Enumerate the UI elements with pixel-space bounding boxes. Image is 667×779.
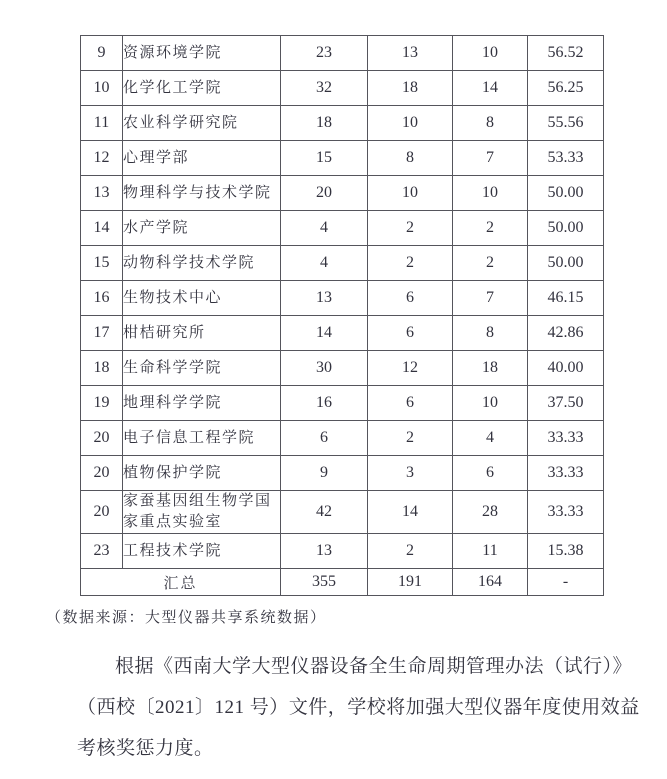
- table-row: [81, 534, 604, 569]
- unit-name-cell: 动物科学技术学院: [123, 246, 281, 281]
- rate-value-cell: 53.33: [528, 141, 604, 176]
- col5-value-cell: 14: [453, 71, 528, 106]
- unit-name-cell: 生命科学学院: [123, 351, 281, 386]
- table-row: [81, 351, 604, 386]
- col4-value-cell: 10: [368, 176, 453, 211]
- rate-value-cell: 42.86: [528, 316, 604, 351]
- table-row: [81, 176, 604, 211]
- col3-value-cell: 18: [281, 106, 368, 141]
- unit-name-cell: 心理学部: [123, 141, 281, 176]
- table-row: [81, 71, 604, 106]
- col4-value-cell: 12: [368, 351, 453, 386]
- col4-value-cell: 2: [368, 421, 453, 456]
- col5-value-cell: 8: [453, 106, 528, 141]
- rank-cell: 11: [81, 106, 123, 141]
- rate-value-cell: 15.38: [528, 534, 604, 569]
- rate-value-cell: 56.25: [528, 71, 604, 106]
- col3-value-cell: 23: [281, 36, 368, 71]
- rank-cell: 17: [81, 316, 123, 351]
- col4-value-cell: 2: [368, 534, 453, 569]
- rank-cell: 20: [81, 456, 123, 491]
- unit-name-cell: 生物技术中心: [123, 281, 281, 316]
- col4-value-cell: 2: [368, 211, 453, 246]
- rate-value-cell: 33.33: [528, 491, 604, 534]
- rank-cell: 23: [81, 534, 123, 569]
- rate-value-cell: 40.00: [528, 351, 604, 386]
- data-source-note: （数据来源：大型仪器共享系统数据）: [46, 610, 327, 626]
- rate-value-cell: 33.33: [528, 456, 604, 491]
- rate-value-cell: 46.15: [528, 281, 604, 316]
- rank-cell: 18: [81, 351, 123, 386]
- rank-cell: 13: [81, 176, 123, 211]
- table-row: [81, 211, 604, 246]
- col5-value-cell: 10: [453, 386, 528, 421]
- unit-name-cell: 柑桔研究所: [123, 316, 281, 351]
- col3-value-cell: 9: [281, 456, 368, 491]
- col5-value-cell: 10: [453, 176, 528, 211]
- summary-rate-value: -: [528, 569, 604, 596]
- paragraph-line-3: 考核奖惩力度。: [77, 738, 214, 759]
- col4-value-cell: 6: [368, 281, 453, 316]
- summary-col5-value: 164: [453, 569, 528, 596]
- rate-value-cell: 50.00: [528, 211, 604, 246]
- unit-name-cell: 物理科学与技术学院: [123, 176, 281, 211]
- unit-name-cell: 水产学院: [123, 211, 281, 246]
- col5-value-cell: 10: [453, 36, 528, 71]
- rate-value-cell: 55.56: [528, 106, 604, 141]
- summary-row: [81, 569, 604, 596]
- table-row: [81, 36, 604, 71]
- col3-value-cell: 42: [281, 491, 368, 534]
- rank-cell: 20: [81, 491, 123, 534]
- col3-value-cell: 20: [281, 176, 368, 211]
- unit-name-cell: 电子信息工程学院: [123, 421, 281, 456]
- col3-value-cell: 32: [281, 71, 368, 106]
- unit-name-cell: 家蚕基因组生物学国家重点实验室: [123, 491, 281, 534]
- table-row: [81, 421, 604, 456]
- usage-benefit-table: [80, 35, 604, 596]
- col3-value-cell: 13: [281, 281, 368, 316]
- col3-value-cell: 15: [281, 141, 368, 176]
- rate-value-cell: 33.33: [528, 421, 604, 456]
- rank-cell: 14: [81, 211, 123, 246]
- rate-value-cell: 50.00: [528, 246, 604, 281]
- rank-cell: 10: [81, 71, 123, 106]
- rate-value-cell: 37.50: [528, 386, 604, 421]
- col4-value-cell: 14: [368, 491, 453, 534]
- rate-value-cell: 50.00: [528, 176, 604, 211]
- body-paragraph: [77, 646, 640, 769]
- unit-name-cell: 植物保护学院: [123, 456, 281, 491]
- table-body: [81, 36, 604, 596]
- rank-cell: 9: [81, 36, 123, 71]
- table-row: [81, 386, 604, 421]
- unit-name-cell: 资源环境学院: [123, 36, 281, 71]
- col5-value-cell: 2: [453, 246, 528, 281]
- col3-value-cell: 6: [281, 421, 368, 456]
- col5-value-cell: 7: [453, 141, 528, 176]
- col4-value-cell: 6: [368, 316, 453, 351]
- col5-value-cell: 6: [453, 456, 528, 491]
- col5-value-cell: 2: [453, 211, 528, 246]
- col3-value-cell: 30: [281, 351, 368, 386]
- col3-value-cell: 13: [281, 534, 368, 569]
- col5-value-cell: 18: [453, 351, 528, 386]
- rate-value-cell: 56.52: [528, 36, 604, 71]
- col3-value-cell: 4: [281, 246, 368, 281]
- col5-value-cell: 4: [453, 421, 528, 456]
- rank-cell: 12: [81, 141, 123, 176]
- col4-value-cell: 13: [368, 36, 453, 71]
- col3-value-cell: 16: [281, 386, 368, 421]
- summary-col3-value: 355: [281, 569, 368, 596]
- table-row: [81, 281, 604, 316]
- col3-value-cell: 4: [281, 211, 368, 246]
- col5-value-cell: 7: [453, 281, 528, 316]
- unit-name-cell: 地理科学学院: [123, 386, 281, 421]
- unit-name-cell: 工程技术学院: [123, 534, 281, 569]
- summary-col4-value: 191: [368, 569, 453, 596]
- col4-value-cell: 6: [368, 386, 453, 421]
- summary-label: 汇总: [81, 569, 281, 596]
- col4-value-cell: 3: [368, 456, 453, 491]
- table-row: [81, 491, 604, 534]
- paragraph-line-2: （西校〔2021〕121 号）文件，学校将加强大型仪器年度使用效益: [77, 697, 640, 718]
- rank-cell: 16: [81, 281, 123, 316]
- rank-cell: 15: [81, 246, 123, 281]
- table-row: [81, 456, 604, 491]
- col5-value-cell: 11: [453, 534, 528, 569]
- table-row: [81, 246, 604, 281]
- unit-name-cell: 化学化工学院: [123, 71, 281, 106]
- table-row: [81, 316, 604, 351]
- col4-value-cell: 8: [368, 141, 453, 176]
- paragraph-line-1: 根据《西南大学大型仪器设备全生命周期管理办法（试行）》: [115, 656, 633, 677]
- table-row: [81, 141, 604, 176]
- col4-value-cell: 2: [368, 246, 453, 281]
- rank-cell: 20: [81, 421, 123, 456]
- col3-value-cell: 14: [281, 316, 368, 351]
- col5-value-cell: 28: [453, 491, 528, 534]
- unit-name-cell: 农业科学研究院: [123, 106, 281, 141]
- table-row: [81, 106, 604, 141]
- rank-cell: 19: [81, 386, 123, 421]
- col5-value-cell: 8: [453, 316, 528, 351]
- col4-value-cell: 10: [368, 106, 453, 141]
- col4-value-cell: 18: [368, 71, 453, 106]
